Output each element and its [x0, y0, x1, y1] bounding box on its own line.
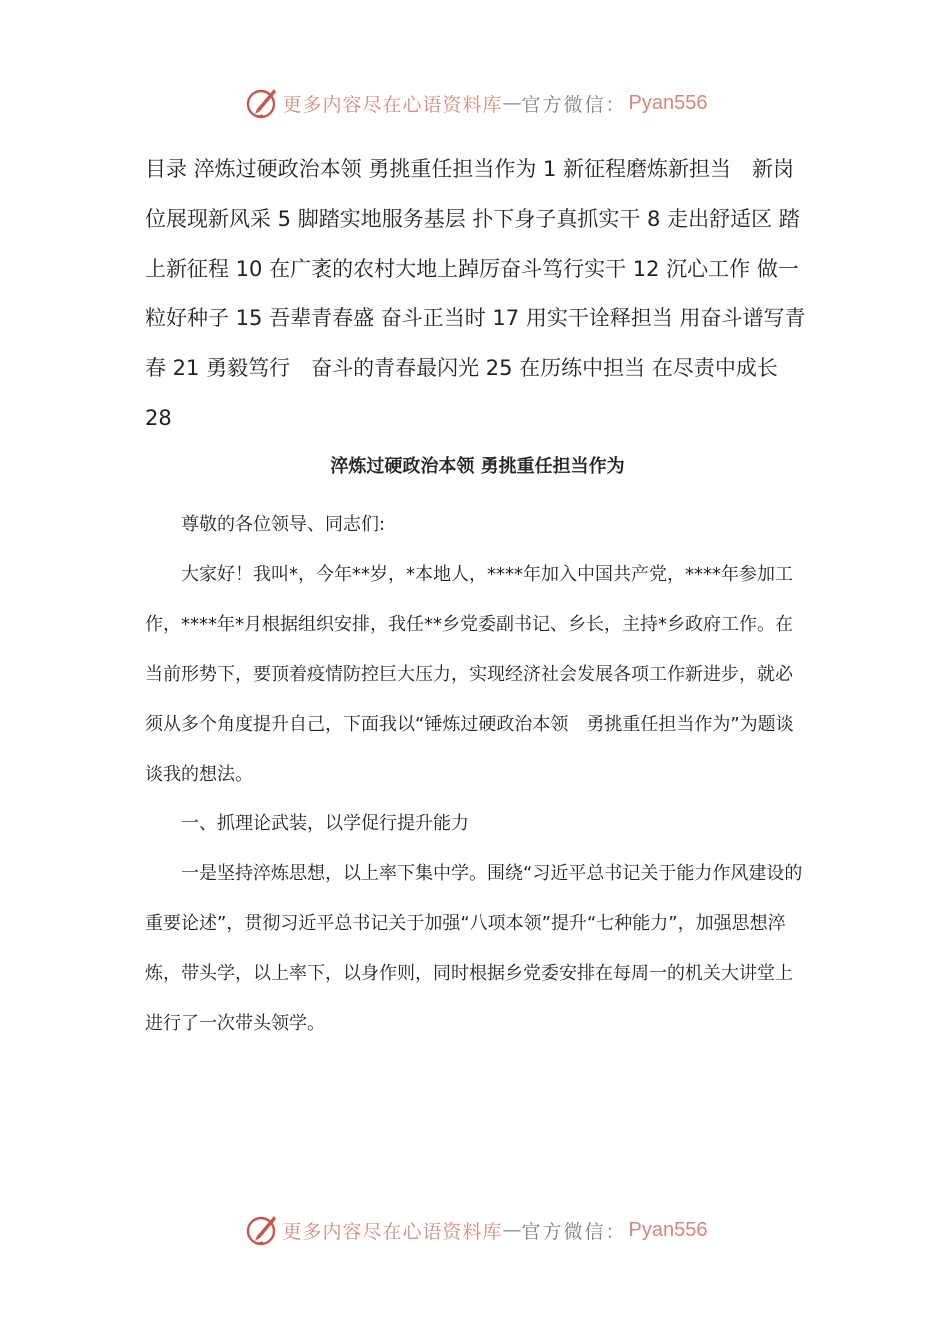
watermark-banner-top: [0, 83, 950, 123]
watermark-slogan: 更多内容尽在心语资料库: [282, 1220, 503, 1243]
watermark-slogan: 更多内容尽在心语资料库: [282, 93, 503, 116]
paragraph-intro: 大家好！我叫*，今年**岁，*本地人，****年加入中国共产党，****年参加工作，****年*月根据组织安排，我任**乡党委副书记、乡长，主持*乡政府工作。在当前形势下，要顶着疫情防控巨大压力，实现经济社会发展各项工作新进步，就必须从多个角度提升自己，下面我以“锤炼过硬政治本领 勇挑重任担当作为”为题谈谈我的想法。: [145, 563, 794, 785]
salutation: 尊敬的各位领导、同志们:: [181, 514, 386, 535]
article-body: [145, 500, 810, 1049]
quill-pen-icon: [243, 85, 279, 121]
watermark-wechat-id: Pyan556: [628, 91, 708, 114]
watermark-wechat-label: 官方微信：: [521, 93, 627, 116]
watermark-wechat-id: Pyan556: [628, 1218, 708, 1241]
paragraph-study: 一是坚持淬炼思想，以上率下集中学。围绕“习近平总书记关于能力作风建设的重要论述”，贯彻习近平总书记关于加强“八项本领”提升“七种能力”，加强思想淬炼，带头学，以上率下，以身作则，同时根据乡党委安排在每周一的机关大讲堂上进行了一次带头领学。: [145, 863, 803, 1035]
watermark-separator: —: [502, 1219, 522, 1241]
watermark-banner-bottom: [0, 1210, 950, 1250]
quill-pen-icon: [243, 1212, 279, 1248]
watermark-wechat-label: 官方微信：: [521, 1220, 627, 1243]
article-title: 淬炼过硬政治本领 勇挑重任担当作为: [330, 456, 625, 477]
table-of-contents: 目录 淬炼过硬政治本领 勇挑重任担当作为 1 新征程磨炼新担当 新岗位展现新风采 5 脚踏实地服务基层 扑下身子真抓实干 8 走出舒适区 踏上新征程 10 在广袤的农村大地上踔厉奋斗笃行实干 12 沉心工作 做一粒好种子 15 吾辈青春盛 奋斗正当时 17 用实干诠释担当 用奋斗谱写青春 21 勇毅笃行 奋斗的青春最闪光 25 在历练中担当 在尽责中成长 28: [145, 157, 806, 430]
watermark-separator: —: [502, 92, 522, 114]
section-heading: 一、抓理论武装，以学促行提升能力: [181, 813, 469, 835]
